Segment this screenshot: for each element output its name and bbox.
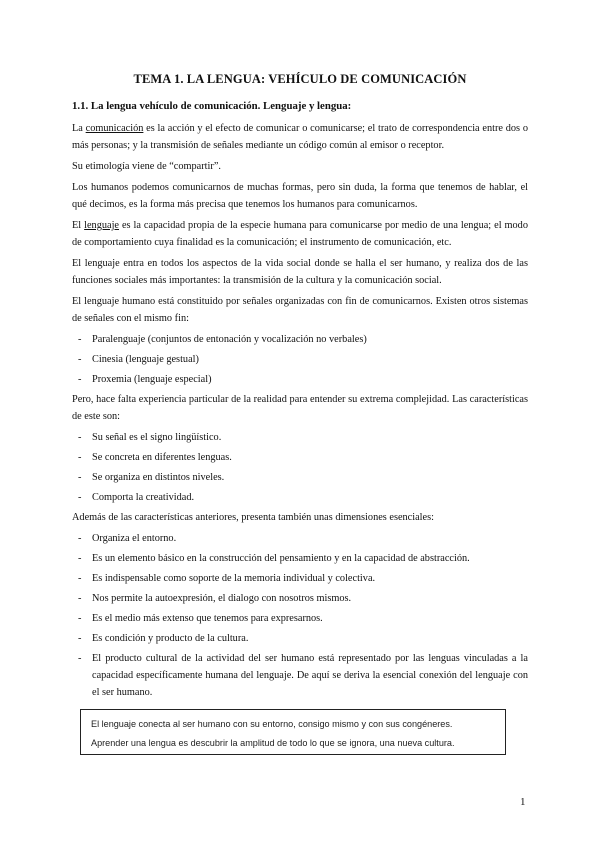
page-title: TEMA 1. LA LENGUA: VEHÍCULO DE COMUNICACIÓN xyxy=(133,72,467,86)
page-number: 1 xyxy=(520,796,526,808)
section-heading: 1.1. La lengua vehículo de comunicación. Lenguaje y lengua: xyxy=(72,100,352,112)
summary-line-2: Aprender una lengua es descubrir la amplitud de todo lo que se ignora, una nueva cultura. xyxy=(91,738,455,748)
list-item: - Se organiza en distintos niveles. xyxy=(72,469,528,486)
list-item: - Cinesia (lenguaje gestual) xyxy=(72,351,528,368)
list-item: - Es indispensable como soporte de la memoria individual y colectiva. xyxy=(72,570,528,587)
paragraph-funciones: El lenguaje entra en todos los aspectos de la vida social donde se halla el ser humano, y realiza dos de las funciones sociales más importantes: la transmisión de la cultura y la comunicación social. xyxy=(72,257,528,286)
list-dimensiones xyxy=(72,530,528,701)
list-item: - Se concreta en diferentes lenguas. xyxy=(72,449,528,466)
summary-line-1: El lenguaje conecta al ser humano con su entorno, consigo mismo y con sus congéneres. xyxy=(91,719,453,729)
list-item: - Es un elemento básico en la construcción del pensamiento y en la capacidad de abstracción. xyxy=(72,550,528,567)
paragraph-comunicacion xyxy=(72,120,528,154)
list-item: - Es condición y producto de la cultura. xyxy=(72,630,528,647)
list-caracteristicas xyxy=(72,429,528,506)
list-item: - Comporta la creatividad. xyxy=(72,489,528,506)
list-item: - Proxemia (lenguaje especial) xyxy=(72,371,528,388)
paragraph-senales: El lenguaje humano está constituido por señales organizadas con fin de comunicarnos. Existen otros sistemas de señales con el mismo fin: xyxy=(72,295,528,324)
paragraph-text: es la acción y el efecto de comunicar o comunicarse; el trato de correspondencia entre dos o más personas; y la transmisión de señales mediante un código común al emisor o receptor. xyxy=(72,123,528,152)
list-item: - Paralenguaje (conjuntos de entonación y vocalización no verbales) xyxy=(72,331,528,348)
list-item: - Es el medio más extenso que tenemos para expresarnos. xyxy=(72,610,528,627)
paragraph-text: El xyxy=(72,219,85,231)
summary-box xyxy=(80,709,506,755)
paragraph-caracteristicas: Pero, hace falta experiencia particular de la realidad para entender su extrema complejidad. Las características de este son: xyxy=(72,394,528,423)
paragraph-lenguaje xyxy=(72,217,528,251)
paragraph-text: es la capacidad propia de la especie humana para comunicarse por medio de una lengua; el modo de comportamiento cuya finalidad es la comunicación; el instrumento de comunicación, etc. xyxy=(72,219,528,248)
list-item: - El producto cultural de la actividad del ser humano está representado por las lenguas vinculadas a la capacidad específicamente humana del lenguaje. De aquí se deriva la esencial conexión del lenguaje con el ser humano. xyxy=(72,650,528,702)
paragraph-dimensiones: Además de las características anteriores, presenta también unas dimensiones esenciales: xyxy=(72,512,434,524)
list-item: - Su señal es el signo lingüístico. xyxy=(72,429,528,446)
list-item: - Organiza el entorno. xyxy=(72,530,528,547)
paragraph-text: La xyxy=(72,123,86,134)
paragraph-etimologia: Su etimología viene de “compartir”. xyxy=(72,161,221,172)
list-item: - Nos permite la autoexpresión, el dialogo con nosotros mismos. xyxy=(72,590,528,607)
list-sistemas xyxy=(72,331,528,388)
body-text xyxy=(72,120,528,705)
term-lenguaje: lenguaje xyxy=(84,219,120,231)
paragraph-formas: Los humanos podemos comunicarnos de muchas formas, pero sin duda, la forma que tenemos de hablar, el qué decimos, es la forma más precisa que tenemos los humanos para comunicarnos. xyxy=(72,181,528,210)
term-comunicacion: comunicación xyxy=(85,123,144,134)
